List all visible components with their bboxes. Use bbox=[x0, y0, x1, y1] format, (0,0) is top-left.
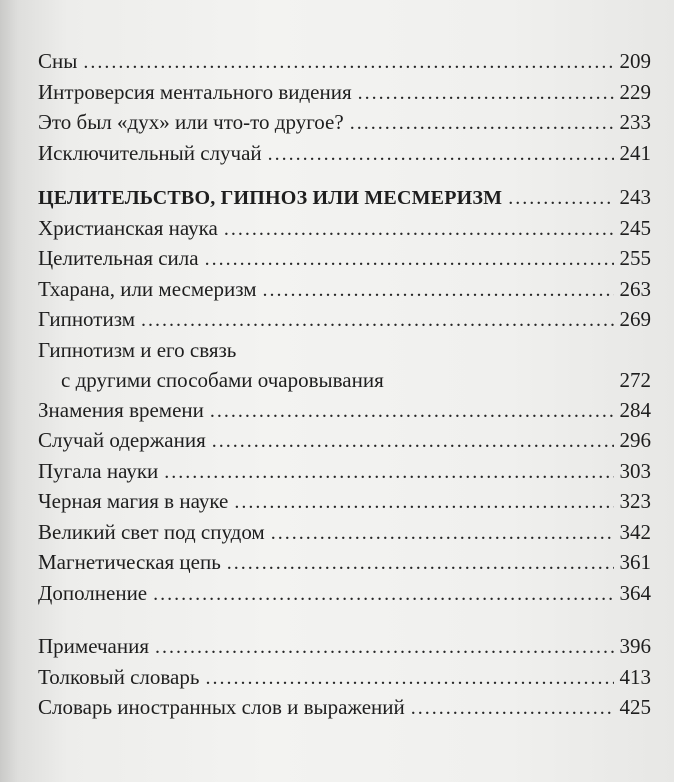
dot-leader bbox=[164, 456, 613, 488]
dot-leader bbox=[263, 274, 614, 306]
section-spacer bbox=[38, 608, 651, 631]
toc-entry-page: 396 bbox=[619, 634, 651, 658]
section-spacer bbox=[38, 168, 651, 182]
toc-entry-page: 413 bbox=[619, 664, 651, 689]
toc-entry bbox=[38, 456, 651, 487]
toc-entry-page: 241 bbox=[619, 140, 651, 165]
toc-entry bbox=[38, 274, 651, 305]
toc-entry bbox=[38, 547, 651, 578]
dot-leader bbox=[210, 395, 614, 427]
table-of-contents bbox=[38, 46, 651, 723]
toc-entry-page: 272 bbox=[619, 367, 651, 392]
toc-entry bbox=[38, 631, 651, 662]
page-fold-shadow bbox=[0, 0, 18, 782]
toc-entry-title: Знамения времени bbox=[38, 397, 204, 422]
dot-leader bbox=[224, 213, 614, 245]
toc-entry-page: 233 bbox=[619, 110, 651, 134]
toc-entry bbox=[38, 304, 651, 335]
toc-entry-page: 425 bbox=[619, 695, 651, 719]
toc-entry-title: Сны bbox=[38, 49, 78, 73]
toc-entry-page: 209 bbox=[619, 49, 651, 73]
dot-leader bbox=[155, 631, 613, 663]
toc-entry-page: 296 bbox=[619, 428, 651, 452]
toc-entry-page: 269 bbox=[619, 307, 651, 331]
toc-entry-title: Словарь иностранных слов и выражений bbox=[38, 695, 405, 719]
toc-entry bbox=[38, 107, 651, 138]
toc-entry-page: 323 bbox=[619, 489, 651, 513]
toc-entry-title-line2: с другими способами очаровывания bbox=[61, 367, 384, 392]
toc-entry-title: Примечания bbox=[38, 634, 150, 658]
toc-entry bbox=[38, 243, 651, 274]
dot-leader bbox=[205, 662, 613, 694]
toc-entry-page: 255 bbox=[619, 246, 651, 270]
dot-leader bbox=[227, 547, 614, 579]
toc-entry bbox=[38, 425, 651, 456]
dot-leader bbox=[205, 243, 614, 275]
toc-entry-title-line1: Гипнотизм и его связь bbox=[38, 337, 237, 362]
toc-entry bbox=[38, 395, 651, 426]
toc-entry-title: Исключительный случай bbox=[38, 140, 262, 165]
toc-entry-title: Черная магия в науке bbox=[38, 489, 229, 513]
section-page: 243 bbox=[619, 185, 651, 209]
toc-entry-page: 229 bbox=[619, 79, 651, 104]
toc-entry-page: 342 bbox=[619, 519, 651, 544]
toc-entry-title-line2-row bbox=[38, 365, 651, 395]
toc-entry-title: Тхарана, или месмеризм bbox=[38, 276, 257, 301]
toc-entry-title: Великий свет под спудом bbox=[38, 519, 265, 544]
toc-section-heading bbox=[38, 182, 651, 213]
toc-entry-title: Магнетическая цепь bbox=[38, 550, 221, 574]
dot-leader bbox=[153, 578, 613, 610]
toc-entry-page: 361 bbox=[619, 550, 651, 574]
dot-leader bbox=[141, 304, 614, 336]
toc-entry bbox=[38, 77, 651, 108]
dot-leader bbox=[271, 517, 614, 549]
toc-entry-title: Интроверсия ментального видения bbox=[38, 79, 352, 104]
section-title: ЦЕЛИТЕЛЬСТВО, ГИПНОЗ ИЛИ МЕСМЕРИЗМ bbox=[38, 187, 503, 209]
toc-entry bbox=[38, 517, 651, 548]
toc-entry-page: 364 bbox=[619, 580, 651, 605]
toc-entry-page: 245 bbox=[619, 215, 651, 240]
dot-leader bbox=[350, 107, 614, 139]
dot-leader bbox=[268, 138, 614, 170]
toc-entry bbox=[38, 486, 651, 517]
toc-entry-title: Пугала науки bbox=[38, 458, 159, 483]
toc-entry-title: Дополнение bbox=[38, 580, 148, 605]
toc-entry bbox=[38, 662, 651, 693]
dot-leader bbox=[83, 46, 613, 78]
dot-leader bbox=[508, 182, 613, 214]
dot-leader bbox=[212, 425, 614, 457]
toc-entry bbox=[38, 213, 651, 244]
toc-entry-title: Толковый словарь bbox=[38, 664, 200, 689]
toc-entry-title: Целительная сила bbox=[38, 246, 199, 270]
toc-entry bbox=[38, 692, 651, 723]
toc-entry-title: Гипнотизм bbox=[38, 307, 135, 331]
toc-entry-title: Случай одержания bbox=[38, 428, 206, 452]
toc-entry bbox=[38, 46, 651, 77]
toc-entry-page: 303 bbox=[619, 458, 651, 483]
toc-entry-title: Это был «дух» или что-то другое? bbox=[38, 110, 344, 134]
dot-leader bbox=[234, 486, 613, 518]
toc-entry-multiline bbox=[38, 335, 651, 395]
toc-entry bbox=[38, 138, 651, 169]
toc-entry bbox=[38, 578, 651, 609]
dot-leader bbox=[358, 77, 614, 109]
toc-entry-title: Христианская наука bbox=[38, 215, 218, 240]
toc-entry-page: 284 bbox=[619, 397, 651, 422]
toc-entry-page: 263 bbox=[619, 276, 651, 301]
dot-leader bbox=[411, 692, 614, 724]
